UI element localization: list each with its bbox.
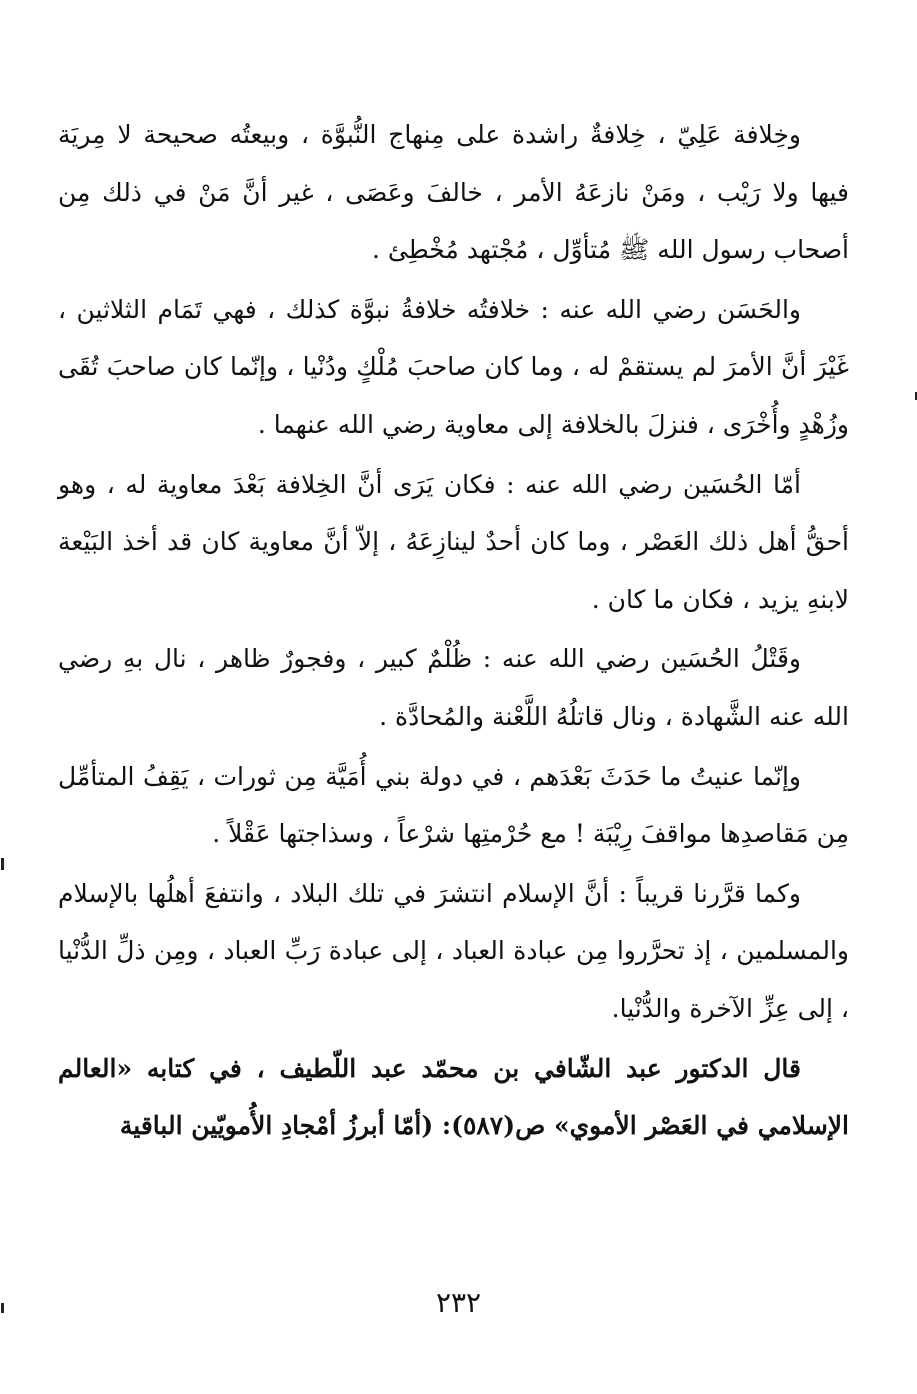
paragraph-4: وقَتْلُ الحُسَين رضي الله عنه : ظُلْمٌ كبير ، وفجورٌ ظاهر ، نال بهِ رضي الله عنه الشَّهادة ، ونال قاتلُهُ اللَّعْنة والمُحادَّة . <box>58 644 849 731</box>
paragraph-5: وإنّما عنيتُ ما حَدَثَ بَعْدَهم ، في دولة بني أُمَيَّة مِن ثورات ، يَقِفُ المتأمِّل مِن مَقاصدِها مواقفَ رِيْبَة ! مع حُرْمتِها شرْعاً ، وسذاجتها عَقْلاً . <box>58 761 849 849</box>
paragraph-7-quote-intro: قال الدكتور عبد الشّافي بن محمّد عبد اللّطيف ، في كتابه «العالم الإسلامي في العَصْر الأموي» ص(٥٨٧): (أمّا أبرزُ أمْجادِ الأُمويّين الباقية <box>58 1053 849 1141</box>
page-number: ٢٣٢ <box>435 1286 482 1319</box>
scan-edge-mark <box>1 1303 4 1313</box>
paragraph-6: وكما قرَّرنا قريباً : أنَّ الإسلام انتشرَ في تلك البلاد ، وانتفعَ أهلُها بالإسلام والمسلمين ، إذ تحرَّروا مِن عبادة العباد ، إلى عبادة رَبِّ العباد ، ومِن ذلِّ الدُّنْيا ، إلى عِزِّ الآخرة والدُّنْيا. <box>58 878 849 1023</box>
paragraph-2: والحَسَن رضي الله عنه : خلافتُه خلافةُ نبوَّة كذلك ، فهي تَمَام الثلاثين ، غَيْرَ أنَّ الأمرَ لم يستقمْ له ، وما كان صاحبَ مُلْكٍ ودُنْيا ، وإنّما كان صاحبَ تُقَى وزُهْدٍ وأُخْرَى ، فنزلَ بالخلافة إلى معاوية رضي الله عنهما . <box>58 294 849 439</box>
body-text <box>58 106 849 1155</box>
paragraph-3: أمّا الحُسَين رضي الله عنه : فكان يَرَى أنَّ الخِلافة بَعْدَ معاوية له ، وهو أحقُّ أهل ذلك العَصْر ، وما كان أحدٌ لينازِعَهُ ، إلاّ أنَّ معاوية كان قد أخذ البَيْعة لابنهِ يزيد ، فكان ما كان . <box>58 469 849 614</box>
paragraph-1: وخِلافة عَلِيّ ، خِلافةٌ راشدة على مِنهاج النُّبوَّة ، وبيعتُه صحيحة لا مِريَة فيها ولا رَيْب ، ومَنْ نازعَهُ الأمر ، خالفَ وعَصَى ، غير أنَّ مَنْ في ذلك مِن أصحاب رسول الله ﷺ مُتأوِّل ، مُجْتهد مُخْطِئ . <box>58 120 849 265</box>
scan-edge-mark <box>1 858 4 870</box>
